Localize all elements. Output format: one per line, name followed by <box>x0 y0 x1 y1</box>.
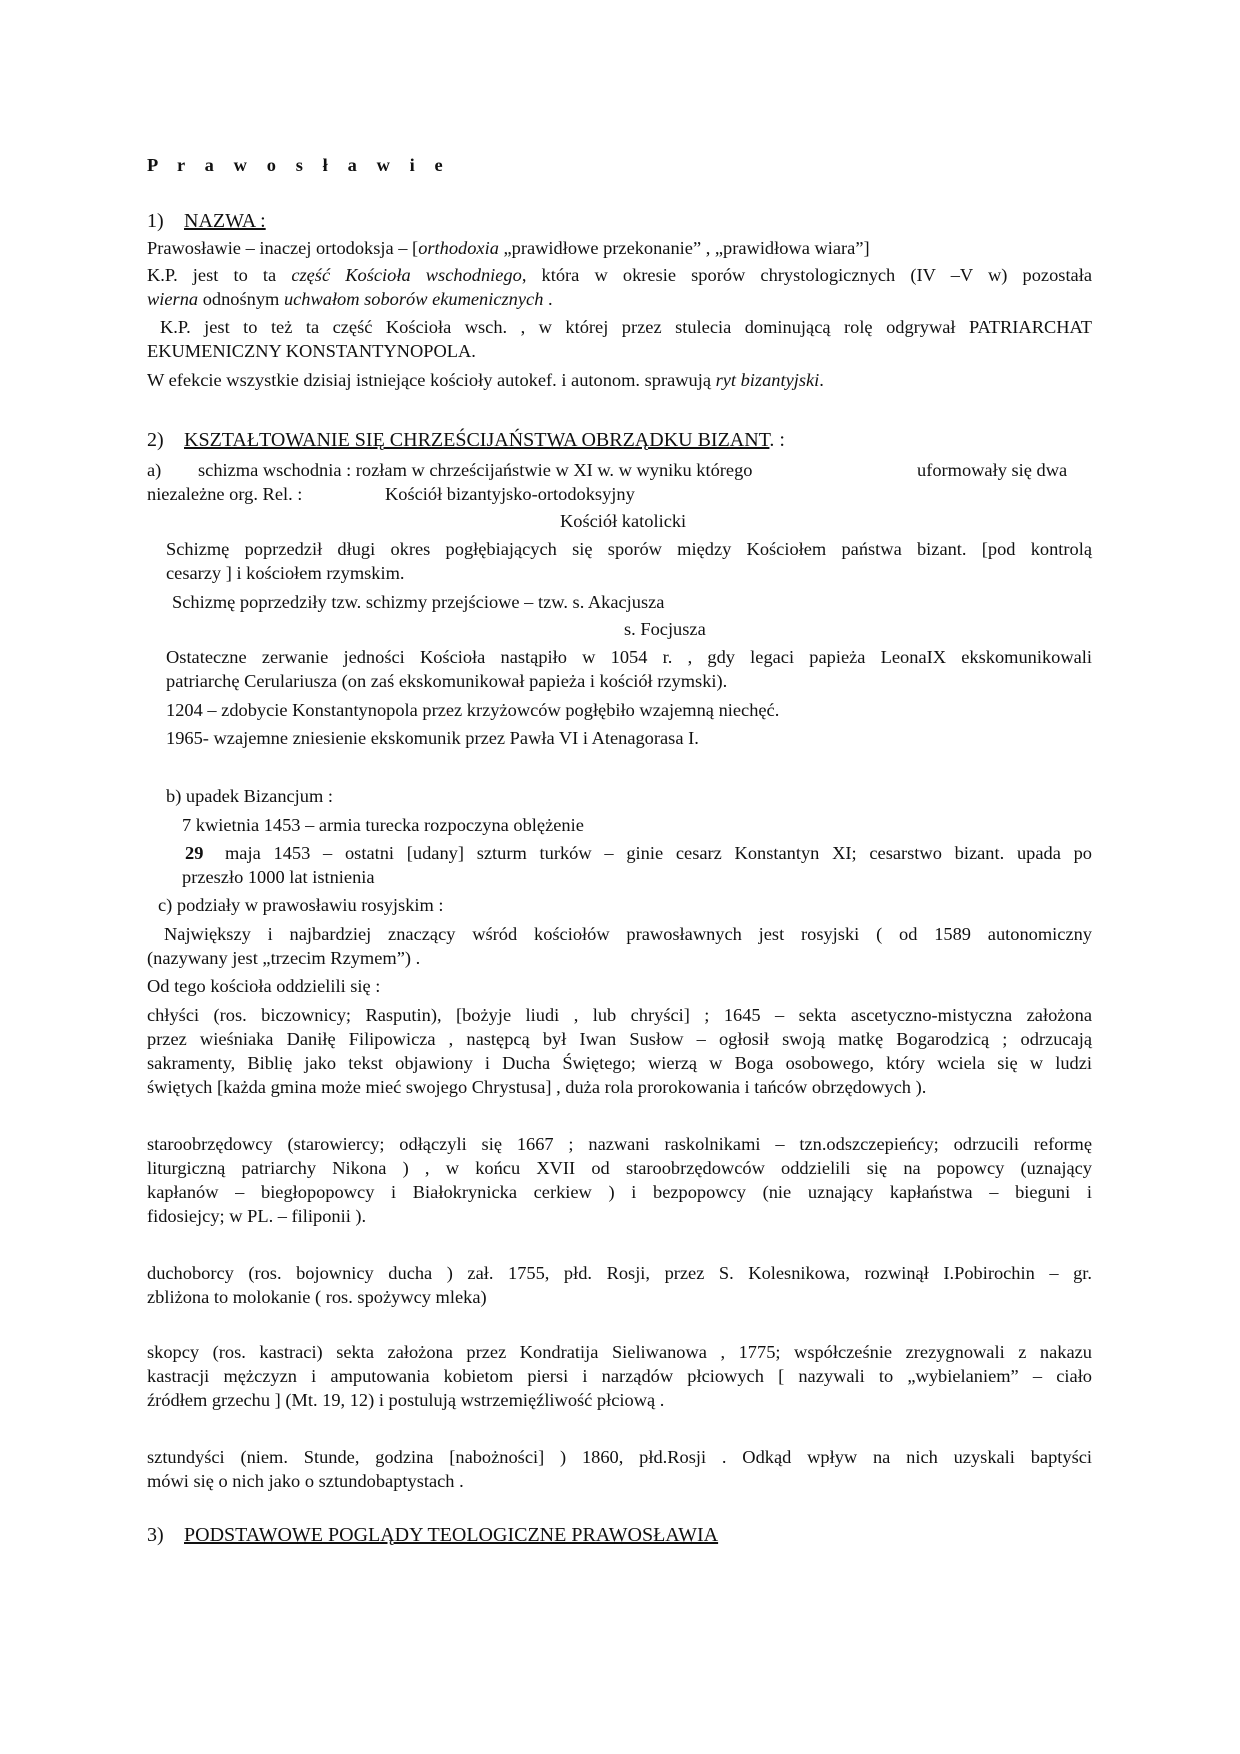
stundists-line-2: mówi się o nich jako o sztundobaptystach . <box>147 1471 464 1491</box>
s2-a-para-4: 1204 – zdobycie Konstantynopola przez krzyżowców pogłębiło wzajemną niechęć. <box>166 700 780 720</box>
document-title: P r a w o s ł a w i e <box>147 155 451 175</box>
skoptsy-line-1: skopcy (ros. kastraci) sekta założona przez Kondratija Sieliwanowa , 1775; współcześnie zrezygnowali z nakazu <box>147 1342 1092 1362</box>
old-believers-line-4: fidosiejcy; w PL. – filiponii ). <box>147 1206 367 1226</box>
old-believers-line-1: staroobrzędowcy (starowiercy; odłączyli się 1667 ; nazwani raskolnikami – tzn.odszczepieńcy; odrzucili reformę <box>147 1134 1092 1154</box>
s2-c-line-2: (nazywany jest „trzecim Rzymem”) . <box>147 948 421 968</box>
section-3-heading: PODSTAWOWE POGLĄDY TEOLOGICZNE PRAWOSŁAWIA <box>184 1524 719 1546</box>
section-1-heading: NAZWA : <box>184 210 266 232</box>
s2-c-heading: c) podziały w prawosławiu rosyjskim : <box>158 895 444 915</box>
s2-a-para-2: Schizmę poprzedziły tzw. schizmy przejściowe – tzw. s. Akacjusza <box>172 592 665 612</box>
s2-a-para-5: 1965- wzajemne zniesienie ekskomunik przez Pawła VI i Atenagorasa I. <box>166 728 699 748</box>
s2-a-para-3-line-1: Ostateczne zerwanie jedności Kościoła nastąpiło w 1054 r. , gdy legaci papieża LeonaIX ekskomunikowali <box>166 647 1092 667</box>
old-believers-line-3: kapłanów – biegłopopowcy i Białokrynicka cerkiew ) i bezpopowcy (nie uznający kapłaństwa – bieguni i <box>147 1182 1092 1202</box>
s2-c-line-3: Od tego kościoła oddzielili się : <box>147 976 381 996</box>
section-2-heading: KSZTAŁTOWANIE SIĘ CHRZEŚCIJAŃSTWA OBRZĄDKU BIZANT <box>184 429 770 451</box>
s2-b-line-2-num: 29 <box>185 843 204 863</box>
s2-a-line-3: Kościół katolicki <box>560 511 687 531</box>
s2-c-line-1: Największy i najbardziej znaczący wśród kościołów prawosławnych jest rosyjski ( od 1589 autonomiczny <box>164 924 1092 944</box>
s2-b-line-3: przeszło 1000 lat istnienia <box>182 867 375 887</box>
old-believers-line-2: liturgiczną patriarchy Nikona ) , w końcu XVII od staroobrzędowców oddzielili się na popowcy (uznający <box>147 1158 1092 1178</box>
s2-b-line-1: 7 kwietnia 1453 – armia turecka rozpoczyna oblężenie <box>182 815 584 835</box>
khlysty-line-1: chłyści (ros. biczownicy; Rasputin), [bożyje liudi , lub chryści] ; 1645 – sekta ascetyczno-mistyczna założona <box>147 1005 1092 1025</box>
s2-a-para-1-line-2: cesarzy ] i kościołem rzymskim. <box>166 563 405 583</box>
khlysty-line-2: przez wieśniaka Daniłę Filipowicza , następcą był Iwan Susłow – ogłosił swoją matkę Bogarodzicą ; odrzucają <box>147 1029 1092 1049</box>
s2-a-line-2-right: Kościół bizantyjsko-ortodoksyjny <box>385 484 635 504</box>
section-3-number: 3) <box>147 1524 164 1546</box>
khlysty-line-3: sakramenty, Biblię jako tekst objawiony i Ducha Świętego; wierzą w Boga osobowego, który wciela się w ludzi <box>147 1053 1092 1073</box>
s2-a-para-3-line-2: patriarchę Cerulariusza (on zaś ekskomunikował papieża i kościół rzymski). <box>166 671 728 691</box>
s1-paragraph-3-line-1: K.P. jest to też ta część Kościoła wsch. , w której przez stulecia dominującą rolę odgrywał PATRIARCHAT <box>160 317 1092 337</box>
s2-b-line-2: maja 1453 – ostatni [udany] szturm turków – ginie cesarz Konstantyn XI; cesarstwo bizant. upada po <box>225 843 1092 863</box>
s2-a-line-2: niezależne org. Rel. : <box>147 484 303 504</box>
s2-a-para-2b: s. Focjusza <box>624 619 706 639</box>
s2-a-para-1-line-1: Schizmę poprzedził długi okres pogłębiających się sporów między Kościołem państwa bizant. [pod kontrolą <box>166 539 1092 559</box>
section-1-number: 1) <box>147 210 164 232</box>
s2-b-heading: b) upadek Bizancjum : <box>166 786 333 806</box>
stundists-line-1: sztundyści (niem. Stunde, godzina [nabożności] ) 1860, płd.Rosji . Odkąd wpływ na nich uzyskali baptyści <box>147 1447 1092 1467</box>
doukhobors-line-1: duchoborcy (ros. bojownicy ducha ) zał. 1755, płd. Rosji, przez S. Kolesnikowa, rozwinął I.Pobirochin – gr. <box>147 1263 1092 1283</box>
skoptsy-line-3: źródłem grzechu ] (Mt. 19, 12) i postulują wstrzemięźliwość płciową . <box>147 1390 665 1410</box>
s2-a-line-1: schizma wschodnia : rozłam w chrześcijaństwie w XI w. w wyniku którego <box>198 460 753 480</box>
s1-paragraph-2-line-1: K.P. jest to ta część Kościoła wschodniego, która w okresie sporów chrystologicznych (IV –V w) pozostała <box>147 265 1092 285</box>
s1-paragraph-3-line-2: EKUMENICZNY KONSTANTYNOPOLA. <box>147 341 476 361</box>
section-2-heading-wrap: KSZTAŁTOWANIE SIĘ CHRZEŚCIJAŃSTWA OBRZĄDKU BIZANT. : <box>184 429 785 451</box>
section-2-number: 2) <box>147 429 164 451</box>
skoptsy-line-2: kastracji mężczyzn i amputowania kobietom piersi i narządów płciowych [ nazywali to „wybielaniem” – ciało <box>147 1366 1092 1386</box>
s2-a-line-1-right: uformowały się dwa <box>917 460 1068 480</box>
s1-paragraph-1: Prawosławie – inaczej ortodoksja – [orthodoxia „prawidłowe przekonanie” , „prawidłowa wiara”] <box>147 238 870 258</box>
s2-a-label: a) <box>147 460 162 480</box>
s1-paragraph-4: W efekcie wszystkie dzisiaj istniejące kościoły autokef. i autonom. sprawują ryt bizantyjski. <box>147 370 824 390</box>
s1-paragraph-2-line-2: wierna odnośnym uchwałom soborów ekumenicznych . <box>147 289 553 309</box>
khlysty-line-4: świętych [każda gmina może mieć swojego Chrystusa] , duża rola prorokowania i tańców obrzędowych ). <box>147 1077 927 1097</box>
doukhobors-line-2: zbliżona to molokanie ( ros. spożywcy mleka) <box>147 1287 487 1307</box>
